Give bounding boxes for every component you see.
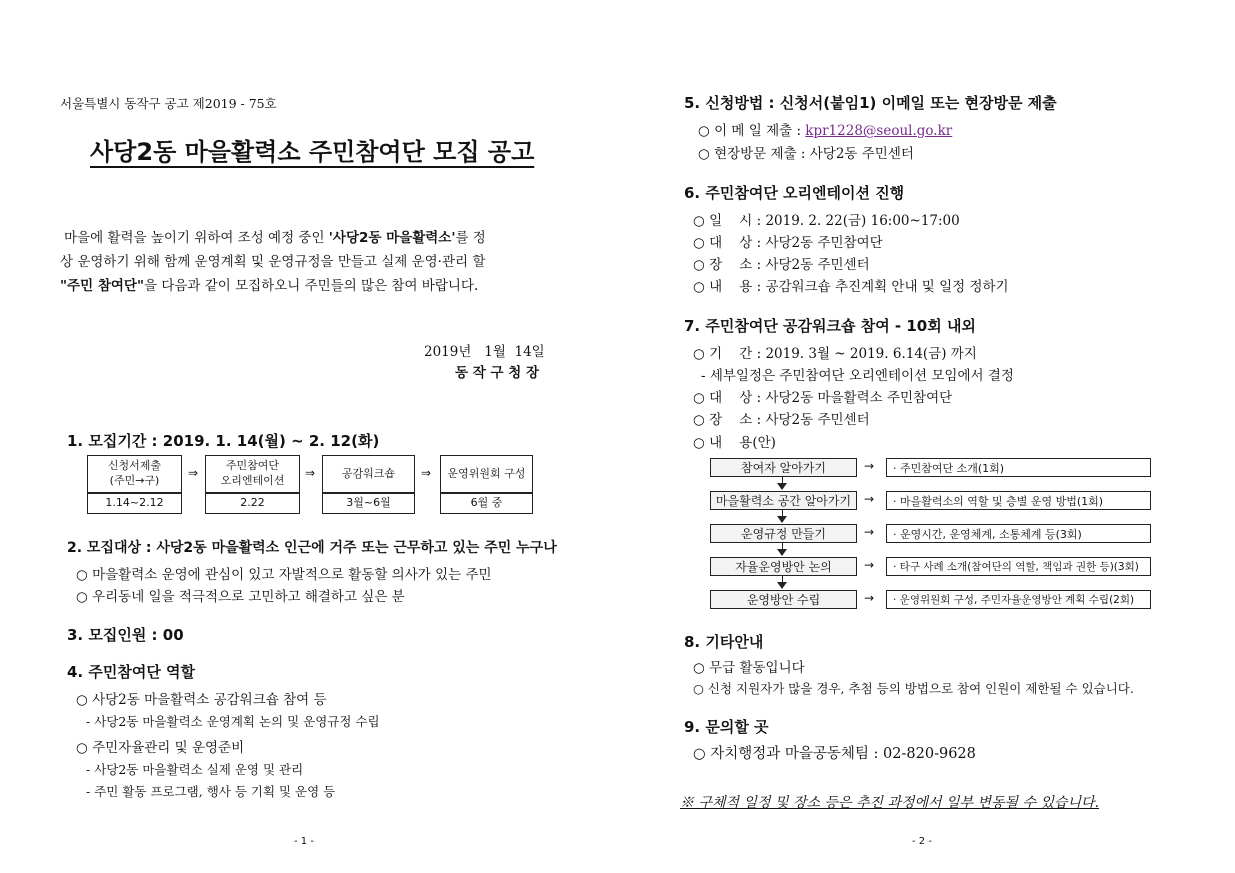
double-arrow-icon: ⇒ [421, 466, 432, 480]
notice-number: 서울특별시 동작구 공고 제2019 - 75호 [60, 96, 277, 111]
schedule-step-date: 6월 중 [440, 493, 533, 514]
schedule-step-date: 3월~6월 [322, 493, 415, 514]
workshop-desc: · 운영위원회 구성, 주민자율운영방안 계획 수립(2회) [886, 590, 1151, 609]
step-sublabel: 오리엔테이션 [220, 474, 285, 487]
workshop-step: 운영규정 만들기 [710, 524, 857, 543]
footnote: ※ 구체적 일정 및 장소 등은 추진 과정에서 일부 변동될 수 있습니다. [680, 795, 1100, 811]
list-item: ○ 현장방문 제출 : 사당2동 주민센터 [698, 146, 914, 162]
list-item: ○ 장 소 : 사당2동 주민센터 [693, 257, 870, 273]
section-2-heading: 2. 모집대상 : 사당2동 마을활력소 인근에 거주 또는 근무하고 있는 주민 누구나 [67, 540, 557, 556]
contact-line: ○ 자치행정과 마을공동체팀 : 02-820-9628 [693, 746, 976, 762]
workshop-step: 마을활력소 공간 알아가기 [710, 491, 857, 510]
list-item: ○ 장 소 : 사당2동 주민센터 [693, 412, 870, 428]
workshop-desc: · 주민참여단 소개(1회) [886, 458, 1151, 477]
workshop-desc: · 운영시간, 운영체계, 소통체계 등(3회) [886, 524, 1151, 543]
list-item: ○ 일 시 : 2019. 2. 22(금) 16:00~17:00 [693, 213, 960, 229]
section-8-heading: 8. 기타안내 [684, 633, 764, 651]
step-label: 주민참여단 [225, 459, 280, 473]
schedule-step-date: 1.14~2.12 [87, 493, 182, 514]
email-link[interactable]: kpr1228@seoul.go.kr [805, 123, 953, 139]
intro-line-2: 상 운영하기 위해 함께 운영계획 및 운영규정을 만들고 실제 운영·관리 할 [60, 254, 486, 270]
schedule-step-box [87, 455, 182, 493]
page-number: - 2 - [912, 836, 932, 847]
double-arrow-icon: ⇒ [188, 466, 199, 480]
schedule-step-box [205, 455, 300, 493]
intro-line-1 [64, 226, 486, 246]
arrow-down-icon [777, 516, 787, 523]
section-4-heading: 4. 주민참여단 역할 [67, 663, 196, 681]
step-label: 신청서제출 [107, 459, 162, 473]
schedule-step-box: 공감워크숍 [322, 455, 415, 493]
arrow-right-icon: → [864, 591, 875, 605]
arrow-down-icon [777, 549, 787, 556]
arrow-down-icon [777, 582, 787, 589]
arrow-down-icon [777, 483, 787, 490]
list-subitem: - 사당2동 마을활력소 실제 운영 및 관리 [86, 762, 304, 777]
arrow-right-icon: → [864, 525, 875, 539]
double-arrow-icon: ⇒ [305, 466, 316, 480]
list-item: ○ 기 간 : 2019. 3월 ~ 2019. 6.14(금) 까지 [693, 346, 977, 362]
intro-highlight: '사당2동 마을활력소' [328, 230, 456, 246]
page-title: 사당2동 마을활력소 주민참여단 모집 공고 [90, 138, 535, 166]
arrow-right-icon: → [864, 492, 875, 506]
intro-text: 마을에 활력을 높이기 위하여 조성 예정 중인 [64, 230, 329, 246]
list-subitem: - 세부일정은 주민참여단 오리엔테이션 모임에서 결정 [701, 368, 1014, 384]
section-1-heading: 1. 모집기간 : 2019. 1. 14(월) ~ 2. 12(화) [67, 432, 380, 450]
list-item: ○ 마을활력소 운영에 관심이 있고 자발적으로 활동할 의사가 있는 주민 [76, 567, 492, 583]
email-line [698, 119, 952, 139]
arrow-right-icon: → [864, 459, 875, 473]
list-item: ○ 신청 지원자가 많을 경우, 추첨 등의 방법으로 참여 인원이 제한될 수 있습니다. [693, 681, 1134, 696]
workshop-desc: · 마을활력소의 역할 및 층별 운영 방법(1회) [886, 491, 1151, 510]
list-item: ○ 내 용(안) [693, 435, 776, 451]
section-7-heading: 7. 주민참여단 공감워크숍 참여 - 10회 내외 [684, 317, 976, 335]
section-5-heading: 5. 신청방법 : 신청서(붙임1) 이메일 또는 현장방문 제출 [684, 94, 1057, 112]
intro-highlight: "주민 참여단" [60, 278, 144, 294]
list-item: ○ 주민자율관리 및 운영준비 [76, 740, 245, 756]
workshop-step: 운영방안 수립 [710, 590, 857, 609]
workshop-step: 자율운영방안 논의 [710, 557, 857, 576]
step-sublabel: (주민→구) [109, 474, 160, 487]
intro-text: 을 다음과 같이 모집하오니 주민들의 많은 참여 바랍니다. [143, 278, 479, 294]
section-6-heading: 6. 주민참여단 오리엔테이션 진행 [684, 184, 905, 202]
issuer: 동 작 구 청 장 [455, 365, 540, 381]
section-3-heading: 3. 모집인원 : 00 [67, 626, 184, 644]
list-item: ○ 대 상 : 사당2동 주민참여단 [693, 235, 883, 251]
workshop-desc: · 타구 사례 소개(참여단의 역할, 책임과 권한 등)(3회) [886, 557, 1151, 576]
list-subitem: - 주민 활동 프로그램, 행사 등 기획 및 운영 등 [86, 784, 336, 799]
intro-text: 를 정 [455, 230, 486, 246]
arrow-right-icon: → [864, 558, 875, 572]
workshop-step: 참여자 알아가기 [710, 458, 857, 477]
notice-date: 2019년 1월 14일 [424, 344, 545, 360]
list-item: ○ 사당2동 마을활력소 공감워크숍 참여 등 [76, 692, 327, 708]
list-item: ○ 내 용 : 공감워크숍 추진계획 안내 및 일정 정하기 [693, 279, 1009, 295]
email-label: ○ 이 메 일 제출 : [698, 123, 806, 139]
section-9-heading: 9. 문의할 곳 [684, 718, 769, 736]
page-number: - 1 - [294, 836, 314, 847]
list-item: ○ 우리동네 일을 적극적으로 고민하고 해결하고 싶은 분 [76, 589, 405, 605]
intro-line-3 [60, 274, 478, 294]
list-item: ○ 대 상 : 사당2동 마을활력소 주민참여단 [693, 390, 953, 406]
schedule-step-box: 운영위원회 구성 [440, 455, 533, 493]
list-item: ○ 무급 활동입니다 [693, 660, 805, 676]
schedule-step-date: 2.22 [205, 493, 300, 514]
list-subitem: - 사당2동 마을활력소 운영계획 논의 및 운영규정 수립 [86, 714, 380, 729]
